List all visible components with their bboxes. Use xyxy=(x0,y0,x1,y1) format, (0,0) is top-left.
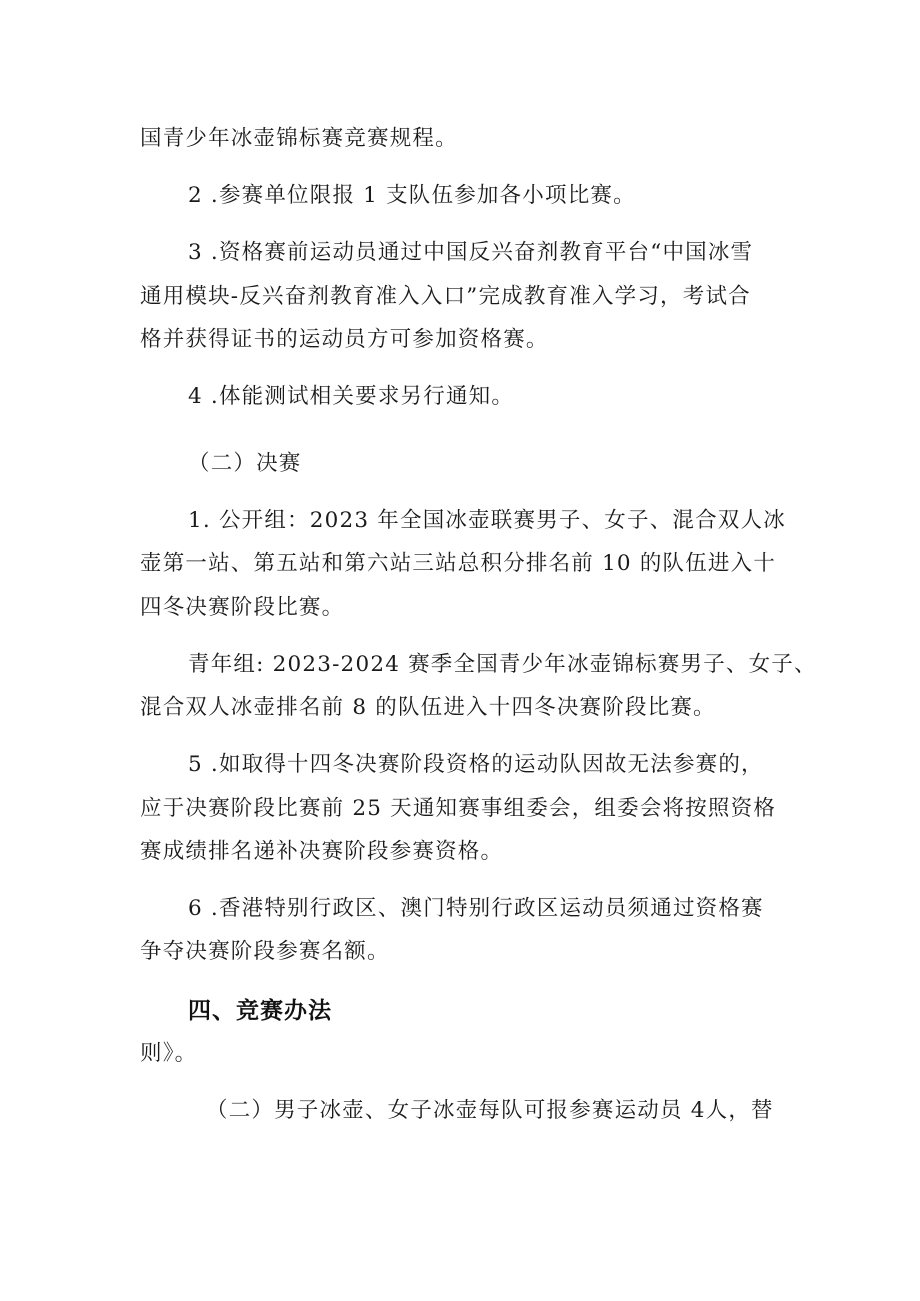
paragraph-line: 四冬决赛阶段比赛。 xyxy=(140,595,345,620)
paragraph-line: 3 .资格赛前运动员通过中国反兴奋剂教育平台“中国冰雪 xyxy=(188,240,754,265)
paragraph-line: 争夺决赛阶段参赛名额。 xyxy=(140,939,390,964)
paragraph-line: 6 .香港特别行政区、澳门特别行政区运动员须通过资格赛 xyxy=(188,896,764,921)
section-subheading: （二）决赛 xyxy=(188,451,302,476)
paragraph-line: 4 .体能测试相关要求另行通知。 xyxy=(188,384,515,409)
paragraph-line: 青年组: 2023-2024 赛季全国青少年冰壶锦标赛男子、女子、 xyxy=(188,652,817,677)
paragraph-line: 则》。 xyxy=(140,1041,198,1066)
paragraph-line: 2 .参赛单位限报 1 支队伍参加各小项比赛。 xyxy=(188,183,636,208)
paragraph-line: 壶第一站、第五站和第六站三站总积分排名前 10 的队伍进入十 xyxy=(140,551,777,576)
section-heading: 四、竞赛办法 xyxy=(188,998,332,1024)
paragraph-line: 混合双人冰壶排名前 8 的队伍进入十四冬决赛阶段比赛。 xyxy=(140,695,716,720)
paragraph-line: 5 .如取得十四冬决赛阶段资格的运动队因故无法参赛的， xyxy=(188,752,764,777)
paragraph-line: 应于决赛阶段比赛前 25 天通知赛事组委会，组委会将按照资格 xyxy=(140,796,777,821)
paragraph-line: 1. 公开组：2023 年全国冰壶联赛男子、女子、混合双人冰 xyxy=(188,508,786,533)
paragraph-line: 格并获得证书的运动员方可参加资格赛。 xyxy=(140,327,549,352)
paragraph-line: 国青少年冰壶锦标赛竞赛规程。 xyxy=(140,126,458,151)
paragraph-line: 通用模块-反兴奋剂教育准入入口”完成教育准入学习，考试合 xyxy=(140,284,751,309)
paragraph-line: 赛成绩排名递补决赛阶段参赛资格。 xyxy=(140,839,504,864)
paragraph-line: （二）男子冰壶、女子冰壶每队可报参赛运动员 4人，替 xyxy=(206,1098,774,1123)
